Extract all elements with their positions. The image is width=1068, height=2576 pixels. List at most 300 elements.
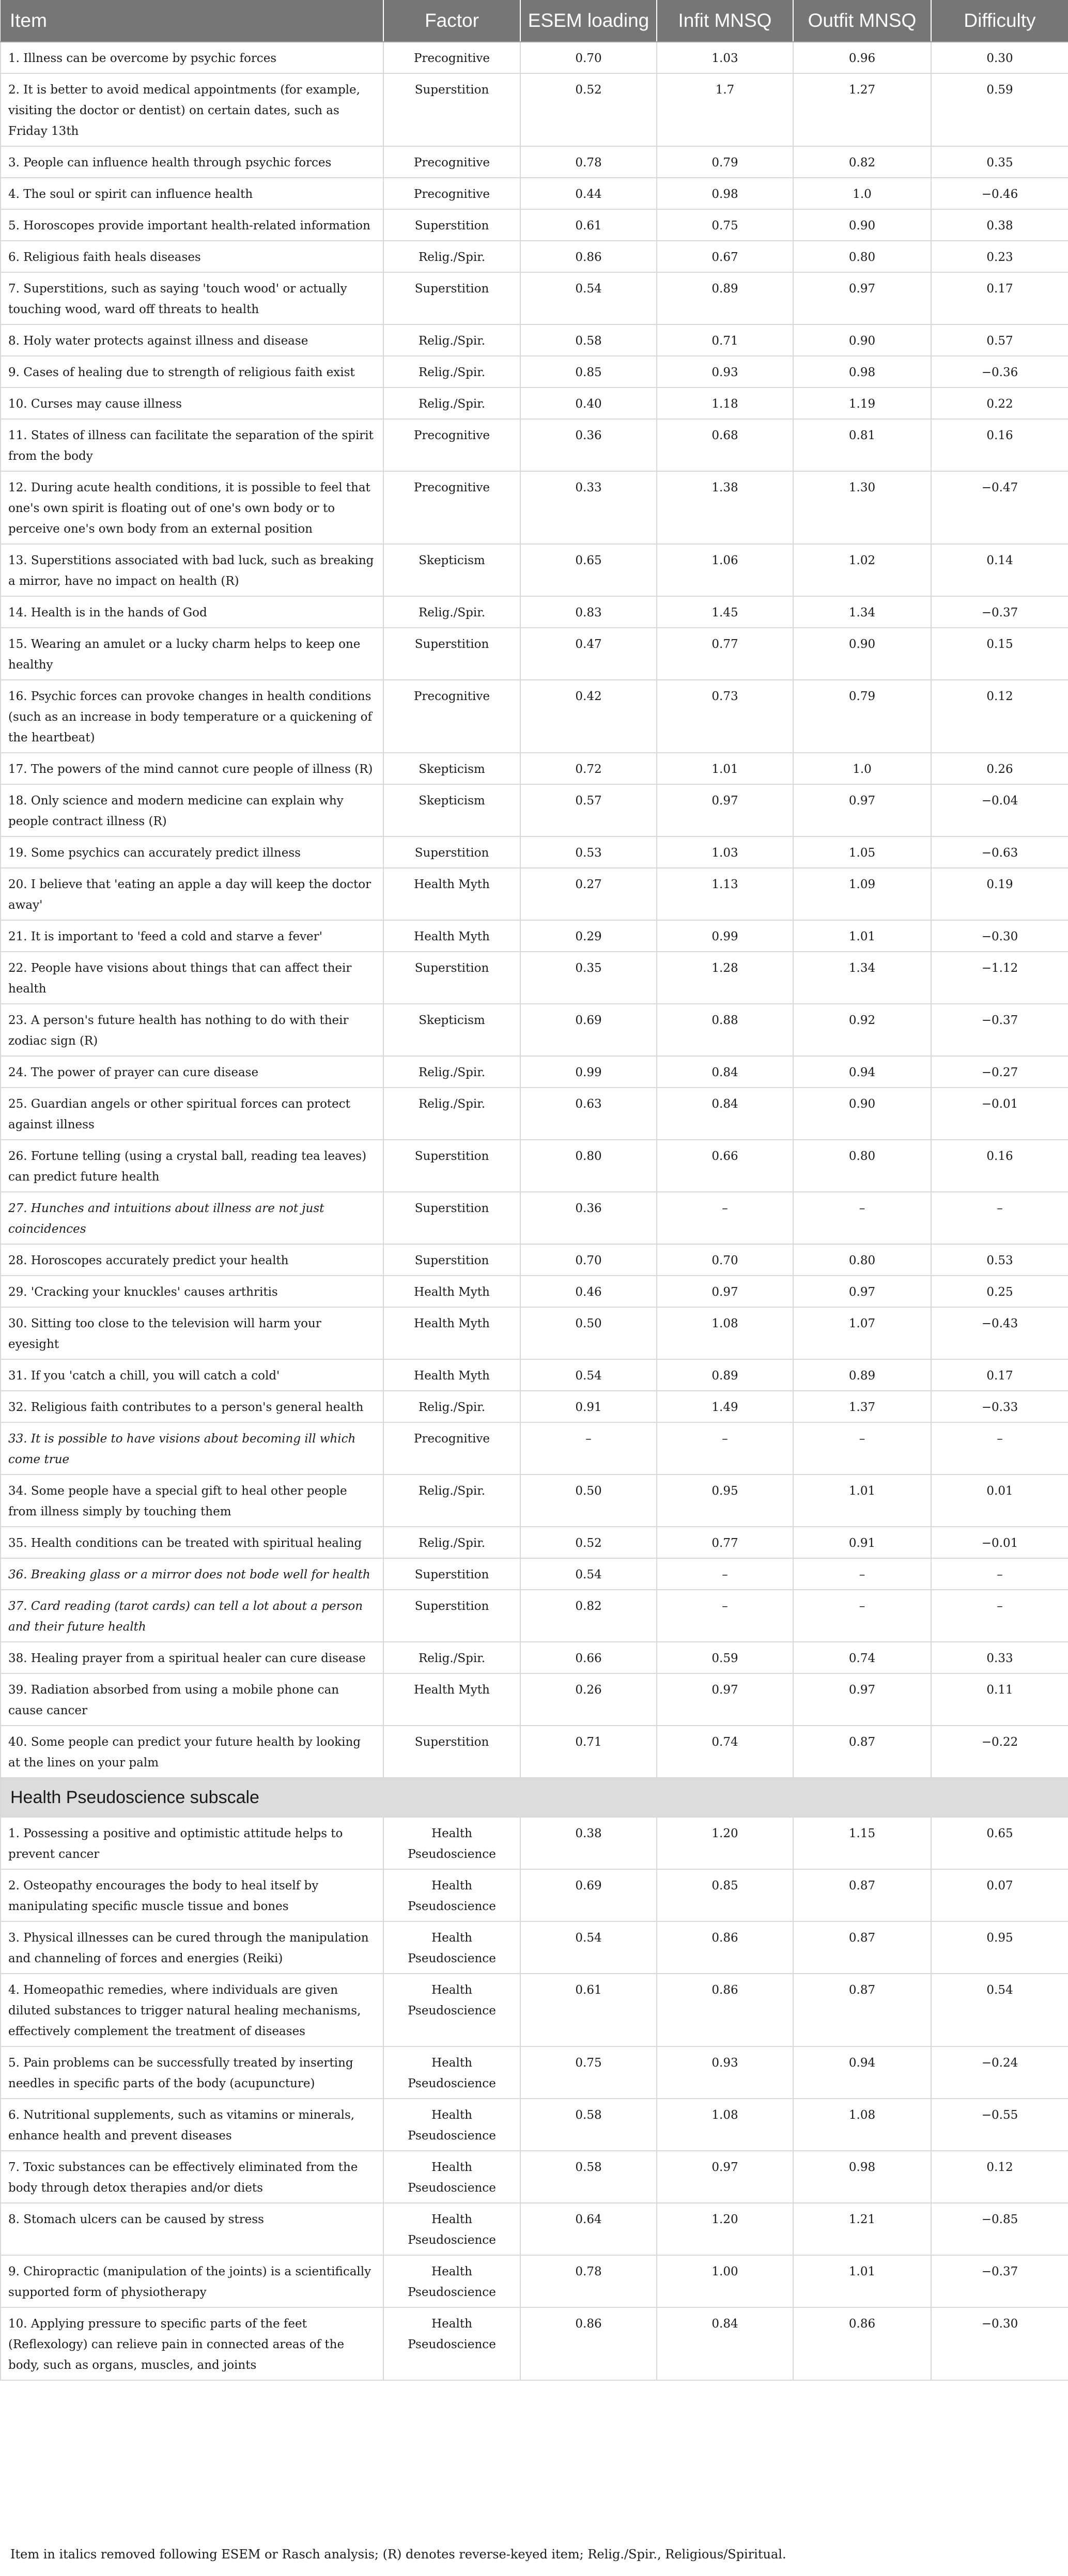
- difficulty-cell: 0.12: [931, 680, 1068, 753]
- table-row: [1, 178, 1068, 209]
- item-cell: 33. It is possible to have visions about becoming ill which come true: [1, 1422, 383, 1475]
- outfit-mnsq-cell: 0.79: [793, 680, 931, 753]
- outfit-mnsq-cell: 1.0: [793, 178, 931, 209]
- factor-cell: Superstition: [383, 628, 520, 680]
- factor-cell: Health Pseudoscience: [383, 2046, 520, 2099]
- factor-cell: Relig./Spir.: [383, 1527, 520, 1558]
- difficulty-cell: –: [931, 1192, 1068, 1244]
- outfit-mnsq-cell: 1.01: [793, 2255, 931, 2307]
- outfit-mnsq-cell: 1.05: [793, 836, 931, 868]
- difficulty-cell: 0.95: [931, 1921, 1068, 1974]
- item-cell: 31. If you 'catch a chill, you will catch a cold': [1, 1359, 383, 1391]
- outfit-mnsq-cell: 0.90: [793, 628, 931, 680]
- factor-cell: Superstition: [383, 1244, 520, 1276]
- infit-mnsq-cell: 0.59: [657, 1642, 793, 1673]
- factor-cell: Relig./Spir.: [383, 596, 520, 628]
- table-row: [1, 1869, 1068, 1921]
- outfit-mnsq-cell: 0.91: [793, 1527, 931, 1558]
- table-footnote: Item in italics removed following ESEM or Rasch analysis; (R) denotes reverse-keyed item; Relig./Spir., Religious/Spiritual.: [10, 2547, 786, 2562]
- outfit-mnsq-cell: 0.87: [793, 1726, 931, 1778]
- outfit-mnsq-cell: 0.80: [793, 241, 931, 272]
- difficulty-cell: 0.16: [931, 1140, 1068, 1192]
- item-cell: 3. People can influence health through psychic forces: [1, 146, 383, 178]
- infit-mnsq-cell: 0.97: [657, 784, 793, 836]
- infit-mnsq-cell: 0.84: [657, 1088, 793, 1140]
- difficulty-cell: 0.12: [931, 2151, 1068, 2203]
- infit-mnsq-cell: 1.45: [657, 596, 793, 628]
- table-row: [1, 1726, 1068, 1778]
- table-row: [1, 596, 1068, 628]
- infit-mnsq-cell: 1.08: [657, 2099, 793, 2151]
- factor-cell: Relig./Spir.: [383, 1475, 520, 1527]
- item-cell: 34. Some people have a special gift to heal other people from illness simply by touching them: [1, 1475, 383, 1527]
- header-factor: Factor: [383, 0, 520, 42]
- item-cell: 6. Nutritional supplements, such as vitamins or minerals, enhance health and prevent diseases: [1, 2099, 383, 2151]
- outfit-mnsq-cell: 0.87: [793, 1974, 931, 2046]
- table-row: [1, 2046, 1068, 2099]
- infit-mnsq-cell: 0.66: [657, 1140, 793, 1192]
- infit-mnsq-cell: 0.85: [657, 1869, 793, 1921]
- table-row: [1, 1004, 1068, 1056]
- outfit-mnsq-cell: 0.94: [793, 1056, 931, 1088]
- esem-loading-cell: –: [520, 1422, 657, 1475]
- outfit-mnsq-cell: 0.89: [793, 1359, 931, 1391]
- difficulty-cell: 0.14: [931, 544, 1068, 596]
- esem-loading-cell: 0.86: [520, 2307, 657, 2380]
- item-cell: 39. Radiation absorbed from using a mobile phone can cause cancer: [1, 1673, 383, 1726]
- difficulty-cell: −0.24: [931, 2046, 1068, 2099]
- table-row: [1, 419, 1068, 471]
- infit-mnsq-cell: 0.86: [657, 1921, 793, 1974]
- esem-loading-cell: 0.44: [520, 178, 657, 209]
- factor-cell: Skepticism: [383, 1004, 520, 1056]
- outfit-mnsq-cell: 1.27: [793, 73, 931, 146]
- table-row: [1, 1088, 1068, 1140]
- item-cell: 11. States of illness can facilitate the separation of the spirit from the body: [1, 419, 383, 471]
- esem-loading-cell: 0.91: [520, 1391, 657, 1422]
- esem-loading-cell: 0.33: [520, 471, 657, 544]
- difficulty-cell: 0.54: [931, 1974, 1068, 2046]
- esem-loading-cell: 0.61: [520, 1974, 657, 2046]
- esem-loading-cell: 0.54: [520, 1921, 657, 1974]
- outfit-mnsq-cell: –: [793, 1590, 931, 1642]
- infit-mnsq-cell: 0.74: [657, 1726, 793, 1778]
- difficulty-cell: −0.85: [931, 2203, 1068, 2255]
- table-row: [1, 1244, 1068, 1276]
- factor-cell: Health Myth: [383, 920, 520, 952]
- esem-loading-cell: 0.75: [520, 2046, 657, 2099]
- item-cell: 29. 'Cracking your knuckles' causes arthritis: [1, 1276, 383, 1307]
- outfit-mnsq-cell: 0.90: [793, 324, 931, 356]
- table-row: [1, 2307, 1068, 2380]
- table-row: [1, 952, 1068, 1004]
- factor-cell: Health Pseudoscience: [383, 2099, 520, 2151]
- table-row: [1, 2099, 1068, 2151]
- infit-mnsq-cell: 0.93: [657, 2046, 793, 2099]
- factor-cell: Superstition: [383, 209, 520, 241]
- esem-loading-cell: 0.57: [520, 784, 657, 836]
- item-cell: 38. Healing prayer from a spiritual healer can cure disease: [1, 1642, 383, 1673]
- item-cell: 32. Religious faith contributes to a person's general health: [1, 1391, 383, 1422]
- factor-cell: Relig./Spir.: [383, 387, 520, 419]
- table-row: [1, 1359, 1068, 1391]
- difficulty-cell: 0.53: [931, 1244, 1068, 1276]
- item-cell: 9. Cases of healing due to strength of religious faith exist: [1, 356, 383, 387]
- table-row: [1, 2203, 1068, 2255]
- esem-loading-cell: 0.61: [520, 209, 657, 241]
- item-cell: 14. Health is in the hands of God: [1, 596, 383, 628]
- factor-cell: Superstition: [383, 1140, 520, 1192]
- table-row: [1, 42, 1068, 73]
- factor-cell: Health Myth: [383, 868, 520, 920]
- table-row: [1, 544, 1068, 596]
- esem-loading-cell: 0.71: [520, 1726, 657, 1778]
- item-cell: 13. Superstitions associated with bad luck, such as breaking a mirror, have no impact on health (R): [1, 544, 383, 596]
- outfit-mnsq-cell: 1.21: [793, 2203, 931, 2255]
- esem-loading-cell: 0.46: [520, 1276, 657, 1307]
- esem-loading-cell: 0.86: [520, 241, 657, 272]
- difficulty-cell: 0.17: [931, 272, 1068, 324]
- table-row: [1, 241, 1068, 272]
- table-row: [1, 784, 1068, 836]
- item-cell: 40. Some people can predict your future health by looking at the lines on your palm: [1, 1726, 383, 1778]
- esem-loading-cell: 0.42: [520, 680, 657, 753]
- factor-cell: Superstition: [383, 1590, 520, 1642]
- header-outfit-mnsq: Outfit MNSQ: [793, 0, 931, 42]
- table-row: [1, 836, 1068, 868]
- difficulty-cell: −0.37: [931, 1004, 1068, 1056]
- item-cell: 10. Applying pressure to specific parts of the feet (Reflexology) can relieve pain in connected areas of the body, such as organs, muscles, and joints: [1, 2307, 383, 2380]
- infit-mnsq-cell: –: [657, 1590, 793, 1642]
- difficulty-cell: 0.59: [931, 73, 1068, 146]
- factor-cell: Health Myth: [383, 1359, 520, 1391]
- factor-cell: Health Pseudoscience: [383, 2307, 520, 2380]
- esem-loading-cell: 0.64: [520, 2203, 657, 2255]
- difficulty-cell: 0.30: [931, 42, 1068, 73]
- header-difficulty: Difficulty: [931, 0, 1068, 42]
- factor-cell: Relig./Spir.: [383, 356, 520, 387]
- infit-mnsq-cell: 0.73: [657, 680, 793, 753]
- esem-loading-cell: 0.52: [520, 1527, 657, 1558]
- infit-mnsq-cell: 1.20: [657, 2203, 793, 2255]
- outfit-mnsq-cell: 1.01: [793, 1475, 931, 1527]
- item-cell: 5. Pain problems can be successfully treated by inserting needles in specific parts of the body (acupuncture): [1, 2046, 383, 2099]
- factor-cell: Relig./Spir.: [383, 1391, 520, 1422]
- outfit-mnsq-cell: 1.01: [793, 920, 931, 952]
- infit-mnsq-cell: 0.68: [657, 419, 793, 471]
- esem-loading-cell: 0.36: [520, 419, 657, 471]
- outfit-mnsq-cell: 0.86: [793, 2307, 931, 2380]
- esem-loading-cell: 0.80: [520, 1140, 657, 1192]
- infit-mnsq-cell: 0.88: [657, 1004, 793, 1056]
- esem-loading-cell: 0.26: [520, 1673, 657, 1726]
- outfit-mnsq-cell: 0.80: [793, 1140, 931, 1192]
- item-cell: 1. Illness can be overcome by psychic forces: [1, 42, 383, 73]
- item-cell: 16. Psychic forces can provoke changes in health conditions (such as an increase in body temperature or a quickening of the heartbeat): [1, 680, 383, 753]
- item-cell: 8. Stomach ulcers can be caused by stress: [1, 2203, 383, 2255]
- factor-cell: Precognitive: [383, 146, 520, 178]
- table-row: [1, 1307, 1068, 1359]
- infit-mnsq-cell: 1.03: [657, 42, 793, 73]
- difficulty-cell: −0.01: [931, 1527, 1068, 1558]
- difficulty-cell: 0.38: [931, 209, 1068, 241]
- outfit-mnsq-cell: 0.81: [793, 419, 931, 471]
- outfit-mnsq-cell: 0.97: [793, 272, 931, 324]
- outfit-mnsq-cell: 0.74: [793, 1642, 931, 1673]
- factor-cell: Health Pseudoscience: [383, 1817, 520, 1869]
- difficulty-cell: 0.57: [931, 324, 1068, 356]
- item-cell: 7. Toxic substances can be effectively eliminated from the body through detox therapies and/or diets: [1, 2151, 383, 2203]
- infit-mnsq-cell: –: [657, 1422, 793, 1475]
- outfit-mnsq-cell: 0.80: [793, 1244, 931, 1276]
- outfit-mnsq-cell: –: [793, 1422, 931, 1475]
- factor-cell: Superstition: [383, 952, 520, 1004]
- table-row: [1, 1422, 1068, 1475]
- difficulty-cell: 0.07: [931, 1869, 1068, 1921]
- outfit-mnsq-cell: 0.87: [793, 1921, 931, 1974]
- item-cell: 30. Sitting too close to the television will harm your eyesight: [1, 1307, 383, 1359]
- outfit-mnsq-cell: 1.0: [793, 753, 931, 784]
- subscale-title: Health Pseudoscience subscale: [1, 1778, 1068, 1817]
- infit-mnsq-cell: 0.77: [657, 1527, 793, 1558]
- outfit-mnsq-cell: 1.30: [793, 471, 931, 544]
- infit-mnsq-cell: 1.49: [657, 1391, 793, 1422]
- factor-cell: Superstition: [383, 1192, 520, 1244]
- difficulty-cell: 0.15: [931, 628, 1068, 680]
- esem-loading-cell: 0.69: [520, 1869, 657, 1921]
- header-infit-mnsq: Infit MNSQ: [657, 0, 793, 42]
- infit-mnsq-cell: –: [657, 1192, 793, 1244]
- outfit-mnsq-cell: 1.15: [793, 1817, 931, 1869]
- esem-loading-cell: 0.66: [520, 1642, 657, 1673]
- item-cell: 22. People have visions about things that can affect their health: [1, 952, 383, 1004]
- factor-cell: Relig./Spir.: [383, 1088, 520, 1140]
- item-cell: 15. Wearing an amulet or a lucky charm helps to keep one healthy: [1, 628, 383, 680]
- table-row: [1, 356, 1068, 387]
- table-row: [1, 471, 1068, 544]
- outfit-mnsq-cell: 0.98: [793, 356, 931, 387]
- outfit-mnsq-cell: 0.97: [793, 1673, 931, 1726]
- item-cell: 3. Physical illnesses can be cured through the manipulation and channeling of forces and energies (Reiki): [1, 1921, 383, 1974]
- table-row: [1, 1140, 1068, 1192]
- infit-mnsq-cell: 0.93: [657, 356, 793, 387]
- difficulty-cell: −0.01: [931, 1088, 1068, 1140]
- factor-cell: Health Myth: [383, 1673, 520, 1726]
- table-row: [1, 628, 1068, 680]
- table-row: [1, 209, 1068, 241]
- table-row: [1, 868, 1068, 920]
- outfit-mnsq-cell: 0.97: [793, 1276, 931, 1307]
- table-row: [1, 680, 1068, 753]
- infit-mnsq-cell: 0.86: [657, 1974, 793, 2046]
- difficulty-cell: –: [931, 1558, 1068, 1590]
- outfit-mnsq-cell: 1.34: [793, 952, 931, 1004]
- esem-loading-cell: 0.70: [520, 1244, 657, 1276]
- infit-mnsq-cell: 1.20: [657, 1817, 793, 1869]
- factor-cell: Health Pseudoscience: [383, 1921, 520, 1974]
- outfit-mnsq-cell: 0.92: [793, 1004, 931, 1056]
- factor-cell: Health Pseudoscience: [383, 1869, 520, 1921]
- esem-loading-cell: 0.78: [520, 146, 657, 178]
- infit-mnsq-cell: 0.84: [657, 1056, 793, 1088]
- difficulty-cell: 0.33: [931, 1642, 1068, 1673]
- outfit-mnsq-cell: 1.34: [793, 596, 931, 628]
- item-cell: 17. The powers of the mind cannot cure people of illness (R): [1, 753, 383, 784]
- item-cell: 2. It is better to avoid medical appointments (for example, visiting the doctor or dentist) on certain dates, such as Friday 13th: [1, 73, 383, 146]
- difficulty-cell: −0.36: [931, 356, 1068, 387]
- outfit-mnsq-cell: 1.19: [793, 387, 931, 419]
- factor-cell: Relig./Spir.: [383, 1642, 520, 1673]
- difficulty-cell: −0.63: [931, 836, 1068, 868]
- difficulty-cell: −0.30: [931, 920, 1068, 952]
- outfit-mnsq-cell: 0.82: [793, 146, 931, 178]
- factor-cell: Skepticism: [383, 784, 520, 836]
- outfit-mnsq-cell: 1.07: [793, 1307, 931, 1359]
- infit-mnsq-cell: 0.99: [657, 920, 793, 952]
- infit-mnsq-cell: 0.95: [657, 1475, 793, 1527]
- table-row: [1, 324, 1068, 356]
- item-cell: 28. Horoscopes accurately predict your health: [1, 1244, 383, 1276]
- factor-cell: Health Pseudoscience: [383, 1974, 520, 2046]
- item-cell: 27. Hunches and intuitions about illness are not just coincidences: [1, 1192, 383, 1244]
- esem-loading-cell: 0.38: [520, 1817, 657, 1869]
- difficulty-cell: 0.17: [931, 1359, 1068, 1391]
- esem-loading-cell: 0.58: [520, 2151, 657, 2203]
- factor-cell: Health Myth: [383, 1307, 520, 1359]
- outfit-mnsq-cell: 0.90: [793, 1088, 931, 1140]
- difficulty-cell: 0.26: [931, 753, 1068, 784]
- esem-loading-cell: 0.83: [520, 596, 657, 628]
- esem-loading-cell: 0.54: [520, 1558, 657, 1590]
- table-row: [1, 1642, 1068, 1673]
- outfit-mnsq-cell: 0.87: [793, 1869, 931, 1921]
- factor-cell: Precognitive: [383, 471, 520, 544]
- subscale-section-row: [1, 1778, 1068, 1817]
- factor-cell: Precognitive: [383, 419, 520, 471]
- difficulty-cell: −0.43: [931, 1307, 1068, 1359]
- outfit-mnsq-cell: 0.90: [793, 209, 931, 241]
- difficulty-cell: −0.04: [931, 784, 1068, 836]
- table-row: [1, 920, 1068, 952]
- table-row: [1, 1673, 1068, 1726]
- table-row: [1, 1974, 1068, 2046]
- table-row: [1, 146, 1068, 178]
- item-cell: 12. During acute health conditions, it is possible to feel that one's own spirit is floating out of one's own body or to perceive one's own body from an external position: [1, 471, 383, 544]
- infit-mnsq-cell: 0.77: [657, 628, 793, 680]
- outfit-mnsq-cell: 0.97: [793, 784, 931, 836]
- esem-loading-cell: 0.82: [520, 1590, 657, 1642]
- table-row: [1, 1475, 1068, 1527]
- esem-loading-cell: 0.58: [520, 324, 657, 356]
- factor-cell: Relig./Spir.: [383, 324, 520, 356]
- table-row: [1, 753, 1068, 784]
- item-cell: 7. Superstitions, such as saying 'touch wood' or actually touching wood, ward off threats to health: [1, 272, 383, 324]
- esem-loading-cell: 0.65: [520, 544, 657, 596]
- difficulty-cell: 0.35: [931, 146, 1068, 178]
- item-cell: 37. Card reading (tarot cards) can tell a lot about a person and their future health: [1, 1590, 383, 1642]
- item-cell: 19. Some psychics can accurately predict illness: [1, 836, 383, 868]
- esem-loading-cell: 0.63: [520, 1088, 657, 1140]
- item-cell: 8. Holy water protects against illness and disease: [1, 324, 383, 356]
- factor-cell: Health Myth: [383, 1276, 520, 1307]
- esem-loading-cell: 0.54: [520, 272, 657, 324]
- difficulty-cell: 0.11: [931, 1673, 1068, 1726]
- infit-mnsq-cell: 1.03: [657, 836, 793, 868]
- outfit-mnsq-cell: 1.37: [793, 1391, 931, 1422]
- infit-mnsq-cell: –: [657, 1558, 793, 1590]
- item-cell: 9. Chiropractic (manipulation of the joints) is a scientifically supported form of physiotherapy: [1, 2255, 383, 2307]
- difficulty-cell: −0.47: [931, 471, 1068, 544]
- infit-mnsq-cell: 0.70: [657, 1244, 793, 1276]
- infit-mnsq-cell: 1.00: [657, 2255, 793, 2307]
- infit-mnsq-cell: 0.71: [657, 324, 793, 356]
- header-esem-loading: ESEM loading: [520, 0, 657, 42]
- factor-cell: Health Pseudoscience: [383, 2203, 520, 2255]
- item-cell: 18. Only science and modern medicine can explain why people contract illness (R): [1, 784, 383, 836]
- infit-mnsq-cell: 0.75: [657, 209, 793, 241]
- factor-cell: Precognitive: [383, 178, 520, 209]
- factor-cell: Skepticism: [383, 544, 520, 596]
- esem-loading-cell: 0.70: [520, 42, 657, 73]
- item-cell: 20. I believe that 'eating an apple a day will keep the doctor away': [1, 868, 383, 920]
- header-row: [1, 0, 1068, 42]
- outfit-mnsq-cell: 0.94: [793, 2046, 931, 2099]
- item-cell: 2. Osteopathy encourages the body to heal itself by manipulating specific muscle tissue and bones: [1, 1869, 383, 1921]
- item-cell: 36. Breaking glass or a mirror does not bode well for health: [1, 1558, 383, 1590]
- factor-cell: Precognitive: [383, 42, 520, 73]
- infit-mnsq-cell: 0.98: [657, 178, 793, 209]
- difficulty-cell: 0.23: [931, 241, 1068, 272]
- item-cell: 6. Religious faith heals diseases: [1, 241, 383, 272]
- difficulty-cell: −0.37: [931, 596, 1068, 628]
- infit-mnsq-cell: 1.7: [657, 73, 793, 146]
- outfit-mnsq-cell: 0.96: [793, 42, 931, 73]
- esem-loading-cell: 0.29: [520, 920, 657, 952]
- outfit-mnsq-cell: 1.02: [793, 544, 931, 596]
- item-cell: 21. It is important to 'feed a cold and starve a fever': [1, 920, 383, 952]
- infit-mnsq-cell: 0.97: [657, 2151, 793, 2203]
- table-row: [1, 1558, 1068, 1590]
- outfit-mnsq-cell: 1.08: [793, 2099, 931, 2151]
- table-row: [1, 2255, 1068, 2307]
- infit-mnsq-cell: 1.28: [657, 952, 793, 1004]
- esem-loading-cell: 0.72: [520, 753, 657, 784]
- esem-loading-cell: 0.52: [520, 73, 657, 146]
- difficulty-cell: −0.30: [931, 2307, 1068, 2380]
- item-cell: 5. Horoscopes provide important health-related information: [1, 209, 383, 241]
- table-row: [1, 1276, 1068, 1307]
- esem-loading-cell: 0.27: [520, 868, 657, 920]
- item-cell: 26. Fortune telling (using a crystal ball, reading tea leaves) can predict future health: [1, 1140, 383, 1192]
- outfit-mnsq-cell: –: [793, 1558, 931, 1590]
- factor-cell: Health Pseudoscience: [383, 2151, 520, 2203]
- esem-loading-cell: 0.78: [520, 2255, 657, 2307]
- factor-cell: Superstition: [383, 272, 520, 324]
- esem-loading-cell: 0.53: [520, 836, 657, 868]
- item-cell: 4. The soul or spirit can influence health: [1, 178, 383, 209]
- infit-mnsq-cell: 1.18: [657, 387, 793, 419]
- difficulty-cell: −0.55: [931, 2099, 1068, 2151]
- table-row: [1, 2151, 1068, 2203]
- esem-loading-cell: 0.36: [520, 1192, 657, 1244]
- table-row: [1, 73, 1068, 146]
- table-row: [1, 1590, 1068, 1642]
- table-row: [1, 1192, 1068, 1244]
- esem-loading-cell: 0.85: [520, 356, 657, 387]
- infit-mnsq-cell: 1.06: [657, 544, 793, 596]
- item-cell: 23. A person's future health has nothing to do with their zodiac sign (R): [1, 1004, 383, 1056]
- esem-loading-cell: 0.40: [520, 387, 657, 419]
